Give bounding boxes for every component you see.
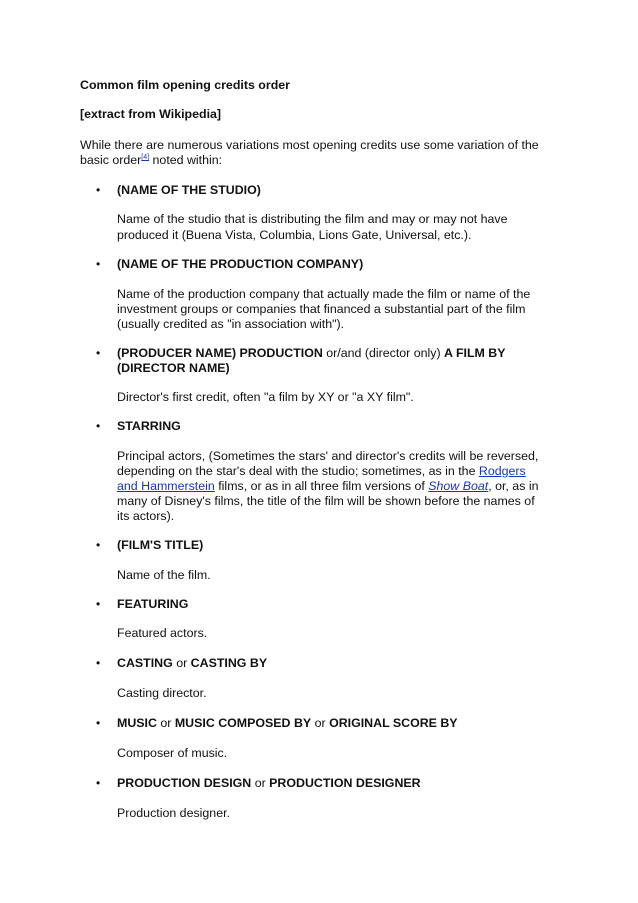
heading-part: PRODUCTION DESIGNER bbox=[269, 776, 421, 790]
heading-connector: or bbox=[251, 776, 270, 790]
bullet-icon: • bbox=[96, 257, 101, 271]
item-heading: (FILM'S TITLE) bbox=[117, 538, 204, 552]
desc-text: , or, as in bbox=[488, 479, 539, 493]
hammerstein-link[interactable]: and Hammerstein bbox=[117, 479, 215, 493]
bullet-icon: • bbox=[96, 776, 101, 790]
item-heading: FEATURING bbox=[117, 597, 189, 611]
item-heading bbox=[117, 776, 421, 791]
intro-line-1: While there are numerous variations most opening credits use some variation of the bbox=[80, 138, 539, 152]
item-description: Name of the film. bbox=[117, 568, 211, 582]
bullet-icon: • bbox=[96, 716, 101, 730]
bullet-icon: • bbox=[96, 597, 101, 611]
intro-text: basic order bbox=[80, 153, 142, 167]
desc-text: depending on the star's deal with the studio; sometimes, as in the bbox=[117, 464, 479, 478]
item-description: Director's first credit, often "a film by XY or "a XY film". bbox=[117, 390, 414, 404]
reference-link[interactable]: [4] bbox=[141, 154, 150, 161]
item-heading: (NAME OF THE STUDIO) bbox=[117, 183, 261, 197]
desc-text: films, or as in all three film versions of bbox=[214, 479, 429, 493]
item-heading: (NAME OF THE PRODUCTION COMPANY) bbox=[117, 257, 364, 271]
bullet-icon: • bbox=[96, 419, 101, 433]
heading-part: A FILM BY bbox=[444, 346, 506, 360]
heading-part: CASTING bbox=[117, 656, 173, 670]
item-description: investment groups or companies that financed a substantial part of the film bbox=[117, 302, 526, 316]
item-heading bbox=[117, 346, 506, 361]
heading-part: (PRODUCER NAME) PRODUCTION bbox=[117, 346, 323, 360]
heading-connector: or bbox=[156, 716, 175, 730]
item-heading bbox=[117, 716, 458, 731]
heading-connector: or bbox=[311, 716, 330, 730]
item-heading bbox=[117, 656, 267, 671]
heading-part: CASTING BY bbox=[190, 656, 268, 670]
item-description bbox=[117, 464, 526, 479]
item-description: Principal actors, (Sometimes the stars' and director's credits will be reversed, bbox=[117, 449, 539, 463]
item-description: Production designer. bbox=[117, 806, 230, 820]
item-description: Composer of music. bbox=[117, 746, 228, 760]
bullet-icon: • bbox=[96, 346, 101, 360]
rodgers-link[interactable]: Rodgers bbox=[478, 464, 526, 478]
intro-line-2 bbox=[80, 153, 222, 168]
item-description: produced it (Buena Vista, Columbia, Lions Gate, Universal, etc.). bbox=[117, 228, 472, 242]
show-boat-link[interactable]: Show Boat bbox=[428, 479, 489, 493]
item-description: many of Disney's films, the title of the film will be shown before the names of bbox=[117, 494, 535, 508]
heading-part: PRODUCTION DESIGN bbox=[117, 776, 252, 790]
heading-part: MUSIC COMPOSED BY bbox=[174, 716, 312, 730]
item-description: (usually credited as "in association with"). bbox=[117, 317, 345, 331]
item-heading: STARRING bbox=[117, 419, 181, 433]
heading-connector: or bbox=[172, 656, 191, 670]
heading-part: MUSIC bbox=[117, 716, 157, 730]
document-title: Common film opening credits order bbox=[80, 78, 290, 92]
heading-connector: or/and (director only) bbox=[322, 346, 445, 360]
bullet-icon: • bbox=[96, 656, 101, 670]
heading-part: ORIGINAL SCORE BY bbox=[329, 716, 458, 730]
item-description bbox=[117, 479, 538, 494]
item-description: its actors). bbox=[117, 509, 175, 523]
intro-text-end: noted within: bbox=[149, 153, 223, 167]
item-description: Casting director. bbox=[117, 686, 207, 700]
item-description: Name of the production company that actually made the film or name of the bbox=[117, 287, 531, 301]
item-description: Name of the studio that is distributing the film and may or may not have bbox=[117, 212, 508, 226]
bullet-icon: • bbox=[96, 538, 101, 552]
item-heading-cont: (DIRECTOR NAME) bbox=[117, 361, 230, 375]
bullet-icon: • bbox=[96, 183, 101, 197]
document-subtitle: [extract from Wikipedia] bbox=[80, 107, 222, 121]
item-description: Featured actors. bbox=[117, 626, 208, 640]
